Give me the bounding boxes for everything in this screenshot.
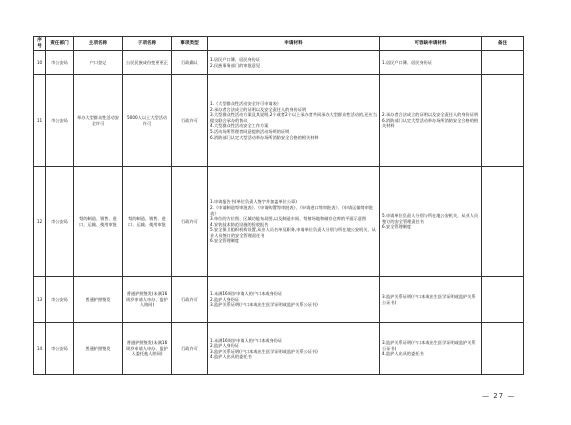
row-main-item: 户口登记 — [74, 51, 123, 75]
service-items-table — [33, 36, 524, 375]
row-item-type: 行政许可 — [172, 323, 208, 375]
row-optional-materials — [380, 167, 482, 277]
row-materials — [208, 277, 380, 323]
row-dept: 市公安局 — [46, 51, 74, 75]
row-no: 11 — [34, 75, 46, 167]
optional-text: 2.承办者合法成立的证明以及安全责任人的身份证明 6.消防部门认定大型活动举办场所消防安全合格的相关材料 — [382, 112, 479, 129]
row-sub-item: 普通护照签发(未满16周岁申请人申办、监护人陪同) — [123, 277, 172, 323]
row-materials — [208, 51, 380, 75]
optional-text: 3.监护关系证明(户口本或出生医学证明或监护关系公证书) 4.监护人出具的委托书 — [382, 340, 476, 357]
row-no: 14 — [34, 323, 46, 375]
row-materials — [208, 75, 380, 167]
optional-text: 3.监护关系证明(户口本或出生医学证明或监护关系公证书) — [382, 294, 476, 305]
row-optional-materials — [380, 323, 482, 375]
row-sub-item: 5000人以上大型活动许可 — [123, 75, 172, 167]
row-remark — [482, 167, 524, 277]
row-no: 13 — [34, 277, 46, 323]
row-item-type: 行政确认 — [172, 51, 208, 75]
table-row — [34, 75, 524, 167]
row-main-item: 普通护照签发 — [74, 323, 123, 375]
row-item-type: 行政许可 — [172, 167, 208, 277]
table-row — [34, 51, 524, 75]
row-optional-materials — [380, 51, 482, 75]
materials-text: 1.未满16周岁申请人的户口本或身份证 2.监护人身份证 3.监护关系证明(户口本或出生医学证明或监护关系公证书) 4.监护人出具的委托书 — [210, 337, 318, 360]
header-main-item: 主项名称 — [74, 37, 123, 51]
optional-text: 5.申请单位负责人分别与所在地公安机关、从业人员签订的安全管理责任书 6.安全管理制度 — [382, 213, 479, 230]
table-header-row — [34, 37, 524, 51]
row-remark — [482, 277, 524, 323]
row-item-type: 行政许可 — [172, 75, 208, 167]
materials-text: 1.《大型群众性活动安全许可申请表》 2.承办者合法成立的证明以及安全责任人的身份证明 3.大型群众性活动方案及其说明,2个或者2个以上承办者共同承办大型群众性活动的,还应当提交联合承办的协议 4.大型群众性活动安全工作方案 5.活动场所管理者同意提供活动场所的证明 6.消防部门认定大型活动举办场所消防安全合格的相关材料 — [210, 101, 377, 140]
header-dept: 责任部门 — [46, 37, 74, 51]
row-sub-item: 公民民族成份变更更正 — [123, 51, 172, 75]
materials-text: 1.未满16周岁申请人的户口本或身份证 2.监护人身份证 3.监护关系证明(户口本或出生医学证明或监护关系公证书) — [210, 291, 318, 308]
header-no: 序号 — [34, 37, 46, 51]
row-main-item: 弩的制造、销售、进口、运输、使用审批 — [74, 167, 123, 277]
materials-text: 1.申请报告书(单位负责人签字并加盖单位公章) 2.《申请制造弩审批表》、《申请购置弩审批表》、《申请进口弩审批表》、《申请运输弩审批表》 3.单位的方位图、区域功能布局图,以及制造车间、弩射场地和储存仓库的平面示意图 4.安装技术防范设施的验收报告 5.安全保卫组织机构设置,从业人员名单及职务,申请单位负责人分别与所在地公安机关、从业人员签订的安全管理责任书 6.安全管理制度 — [210, 199, 376, 244]
row-remark — [482, 323, 524, 375]
row-optional-materials — [380, 277, 482, 323]
table-row — [34, 323, 524, 375]
header-item-type: 事项类型 — [172, 37, 208, 51]
optional-text: 1.居民户口簿、居民身份证 — [382, 59, 433, 65]
row-sub-item: 普通护照签发(未满16周岁申请人申办、监护人委托他人陪同) — [123, 323, 172, 375]
header-remark: 备注 — [482, 37, 524, 51]
row-remark — [482, 75, 524, 167]
header-optional-materials: 可容缺申请材料 — [380, 37, 482, 51]
row-dept: 市公安局 — [46, 167, 74, 277]
row-materials — [208, 167, 380, 277]
materials-text: 1.居民户口簿、居民身份证 2.民族事务部门的审批意见 — [210, 57, 261, 68]
row-main-item: 普通护照签发 — [74, 277, 123, 323]
row-remark — [482, 51, 524, 75]
table-row — [34, 167, 524, 277]
header-materials: 申请材料 — [208, 37, 380, 51]
row-item-type: 行政许可 — [172, 277, 208, 323]
row-materials — [208, 323, 380, 375]
table-row — [34, 277, 524, 323]
row-sub-item: 弩的制造、销售、进口、运输、使用审批 — [123, 167, 172, 277]
row-main-item: 举办大型群众性活动安全许可 — [74, 75, 123, 167]
row-dept: 市公安局 — [46, 75, 74, 167]
row-optional-materials — [380, 75, 482, 167]
page-number: — 27 — — [482, 392, 516, 400]
header-sub-item: 子项名称 — [123, 37, 172, 51]
row-no: 10 — [34, 51, 46, 75]
row-no: 12 — [34, 167, 46, 277]
row-dept: 市公安局 — [46, 277, 74, 323]
row-dept: 市公安局 — [46, 323, 74, 375]
